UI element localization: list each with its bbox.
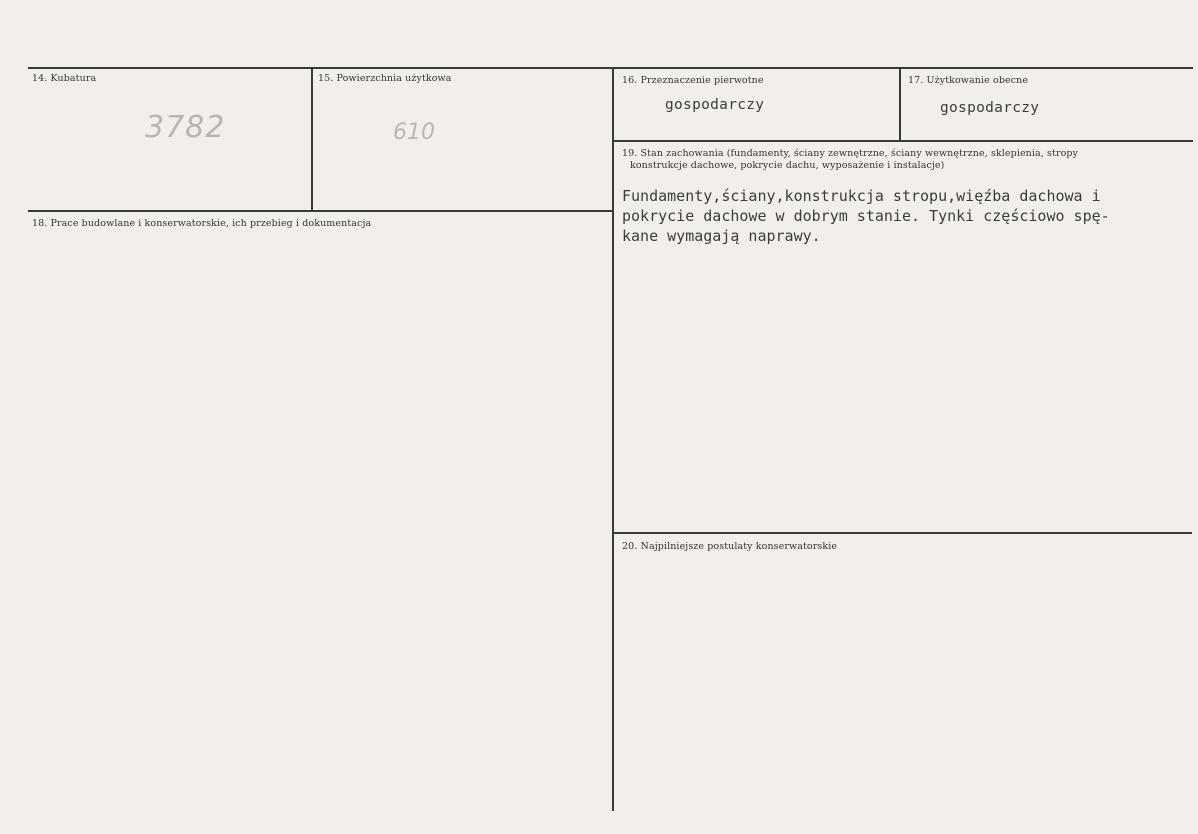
divider-14-15 [311,67,313,211]
divider-16-17 [899,67,901,141]
field-17-label: 17. Użytkowanie obecne [908,75,1029,86]
field-15-label: 15. Powierzchnia użytkowa [318,73,452,84]
field-19-label-line2: konstrukcje dachowe, pokrycie dachu, wyposażenie i instalacje) [630,160,945,171]
rule-under-14-15 [28,210,613,212]
center-divider [612,67,614,811]
field-14-value[interactable]: 3782 [145,110,226,145]
field-18-label: 18. Prace budowlane i konserwatorskie, ich przebieg i dokumentacja [32,218,372,229]
field-14-label: 14. Kubatura [32,73,97,84]
rule-under-16-17 [614,140,1193,142]
field-17-value[interactable]: gospodarczy [940,100,1040,116]
field-16-value[interactable]: gospodarczy [665,97,765,113]
field-15-value[interactable]: 610 [393,120,435,145]
field-16-label: 16. Przeznaczenie pierwotne [622,75,764,86]
rule-above-20 [614,532,1192,534]
field-19-value[interactable]: Fundamenty,ściany,konstrukcja stropu,więźba dachowa i pokrycie dachowe w dobrym stanie. Tynki częściowo spę- kane wymagają naprawy. [622,187,1110,245]
field-19-label-line1: 19. Stan zachowania (fundamenty, ściany zewnętrzne, ściany wewnętrzne, sklepienia, stropy [622,148,1079,159]
top-rule [28,67,1193,69]
field-20-label: 20. Najpilniejsze postulaty konserwatorskie [622,541,838,552]
